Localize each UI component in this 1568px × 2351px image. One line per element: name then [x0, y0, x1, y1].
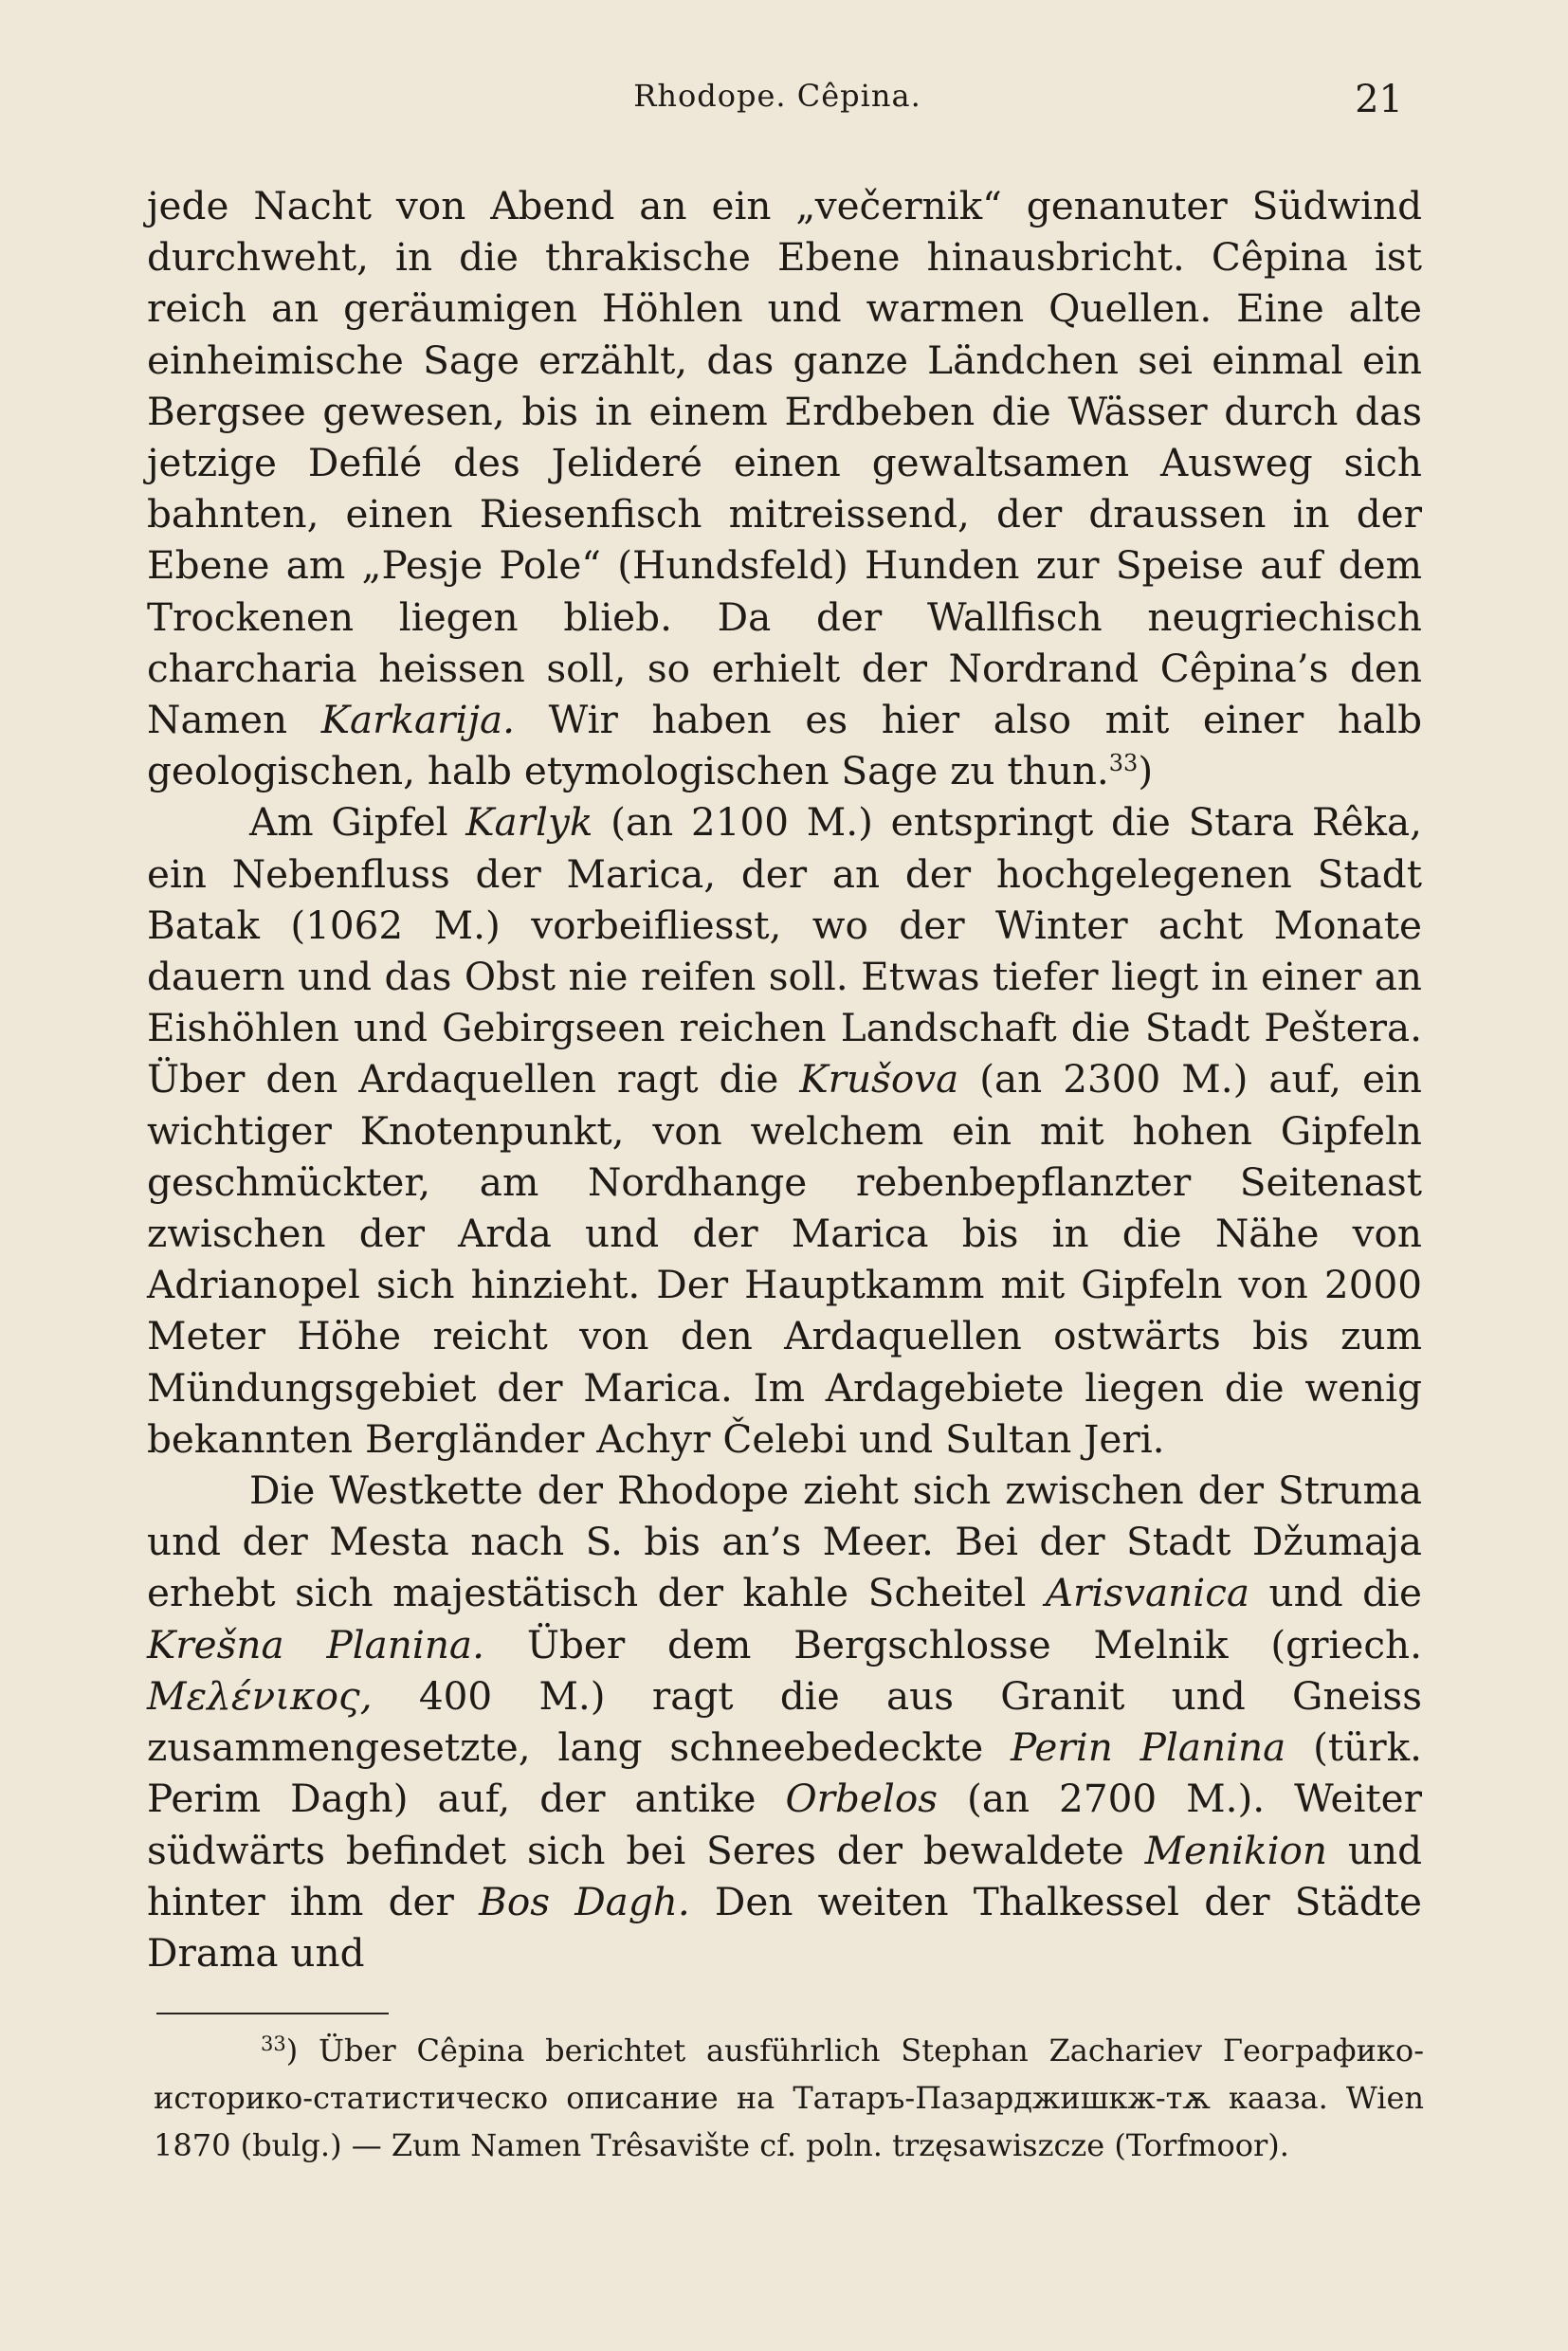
p3-text-e: (türk. Perim Dagh) auf, der antike: [147, 1724, 1423, 1822]
p3-text-f: (an 2700 M.). Weiter südwärts befindet sich bei Seres der bewaldete: [147, 1776, 1422, 1873]
p1-text-c: ): [1138, 748, 1154, 794]
p3-text-d: 400 M.) ragt die aus Granit und Gneiss zusammengesetzte, lang schneebedeckte: [147, 1672, 1422, 1771]
place-menikion: Menikion: [1144, 1827, 1328, 1873]
place-krusova: Krušova: [799, 1056, 959, 1103]
place-kresna-planina: Krešna Planina.: [147, 1621, 484, 1668]
footnote-divider: [156, 2013, 389, 2014]
footnote-marker: 33: [261, 2032, 286, 2055]
place-karlyk: Karlyk: [465, 799, 593, 846]
page-header: [152, 78, 1403, 135]
paragraph-3: [147, 1465, 1422, 1978]
p1-text-b: Wir haben es hier also mit einer halb geologischen, halb etymologischen Sage zu thun.: [147, 697, 1422, 794]
paragraph-2: [147, 796, 1422, 1465]
main-text: [147, 180, 1422, 1978]
footnote-33: [154, 2027, 1424, 2169]
greek-melenikos: Μελένικος,: [147, 1672, 373, 1719]
p1-text-a: jede Nacht von Abend an ein „večernik“ genanuter Südwind durchweht, in die thrakische Ebene hinausbricht. Cêpina ist reich an geräumigen Höhlen und warmen Quellen. Eine alte einheimische Sage erzählt, das ganze Ländchen sei einmal ein Bergsee gewesen, bis in einem Erdbeben die Wässer durch das jetzige Defilé des Jelideré einen gewaltsamen Ausweg sich bahnten, einen Riesenfisch mitreissend, der draussen in der Ebene am „Pesje Pole“ (Hundsfeld) Hunden zur Speise auf dem Trockenen liegen blieb. Da der Wallfisch neugriechisch charcharia heissen soll, so erhielt der Nordrand Cêpina’s den Namen: [147, 183, 1422, 743]
footnote-reference: 33: [1108, 750, 1139, 777]
page-number: 21: [1355, 78, 1403, 121]
place-karkarija: Karkarija.: [320, 697, 516, 743]
footnote: [154, 2027, 1424, 2169]
p3-text-h: Den weiten Thalkessel der Städte Drama und: [147, 1878, 1422, 1976]
paragraph-1: [147, 180, 1422, 796]
p3-text-g: und hinter ihm der: [147, 1827, 1422, 1924]
place-arisvanica: Arisvanica: [1045, 1570, 1250, 1616]
running-title: Rhodope. Cêpina.: [633, 78, 921, 114]
place-perin-planina: Perin Planina: [1011, 1724, 1286, 1771]
p3-text-c: Über dem Bergschlosse Melnik (griech.: [483, 1621, 1422, 1668]
p2-text-c: (an 2300 M.) auf, ein wichtiger Knotenpunkt, von welchem ein mit hohen Gipfeln geschmückter, am Nordhange rebenbepflanzter Seitenast zwischen der Arda und der Marica bis in die Nähe von Adrianopel sich hinzieht. Der Hauptkamm mit Gipfeln von 2000 Meter Höhe reicht von den Ardaquellen ostwärts bis zum Mündungsgebiet der Marica. Im Ardagebiete liegen die wenig bekannten Bergländer Achyr Čelebi und Sultan Jeri.: [147, 1056, 1422, 1462]
place-orbelos: Orbelos: [785, 1776, 939, 1822]
footnote-text: ) Über Cêpina berichtet ausführlich Stephan Zachariev Географико-историко-статистическо описание на Татаръ-Пазарджишкж-тѫ кааза. Wien 1870 (bulg.) — Zum Namen Trêsavište cf. poln. trzęsawiszcze (Torfmoor).: [154, 2032, 1424, 2163]
p2-text-a: Am Gipfel: [249, 799, 466, 846]
p2-text-b: (an 2100 M.) entspringt die Stara Rêka, ein Nebenfluss der Marica, der an der hochgelegenen Stadt Batak (1062 M.) vorbeifliesst, wo der Winter acht Monate dauern und das Obst nie reifen soll. Etwas tiefer liegt in einer an Eishöhlen und Gebirgseen reichen Landschaft die Stadt Peštera. Über den Ardaquellen ragt die: [147, 799, 1422, 1103]
p3-text-b: und die: [1249, 1570, 1422, 1616]
p3-text-a: Die Westkette der Rhodope zieht sich zwischen der Struma und der Mesta nach S. bis an’s Meer. Bei der Stadt Džumaja erhebt sich majestätisch der kahle Scheitel: [147, 1467, 1422, 1616]
place-bos-dagh: Bos Dagh.: [479, 1878, 690, 1924]
